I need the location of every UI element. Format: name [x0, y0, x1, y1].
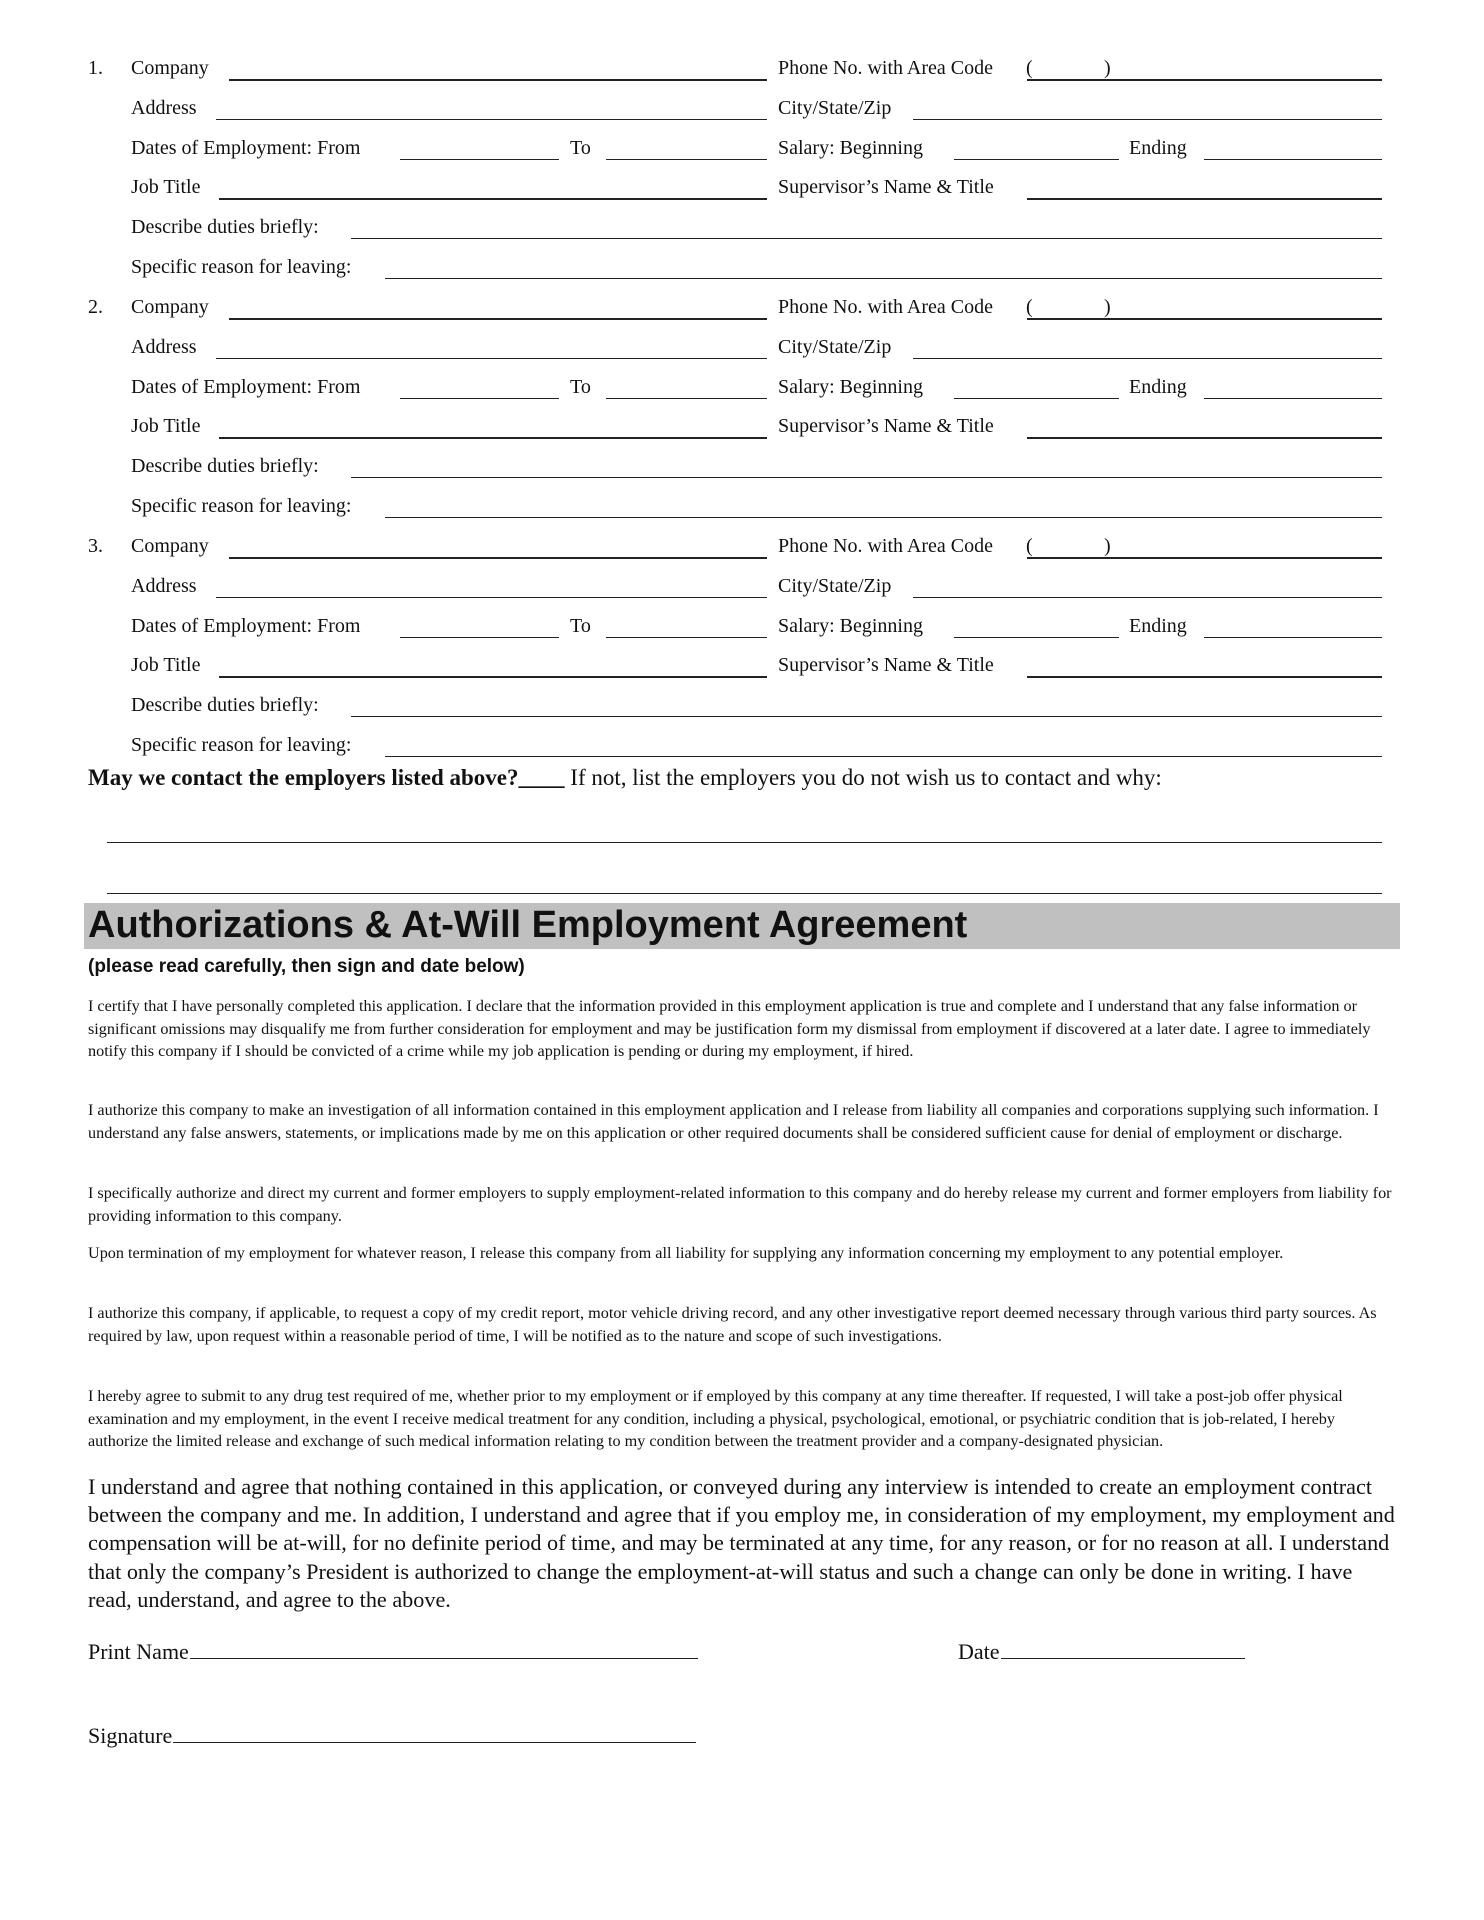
employer-2-duties-input[interactable]: [351, 477, 1382, 478]
employer-3-city-state-zip-input[interactable]: [913, 597, 1382, 598]
print-name-label: Print Name: [88, 1639, 189, 1664]
reason-label: Specific reason for leaving:: [131, 256, 352, 278]
salary-beginning-label: Salary: Beginning: [778, 375, 923, 398]
employer-3-row-3: [0, 613, 1484, 639]
address-label: Address: [131, 335, 197, 358]
employer-3-date-to-input[interactable]: [606, 637, 767, 638]
employer-1-row-4: [0, 174, 1484, 200]
employer-1-salary-beginning-input[interactable]: [954, 159, 1119, 160]
employer-1-number: 1.: [88, 57, 103, 79]
employer-2-address-input[interactable]: [216, 358, 767, 359]
employer-2-salary-ending-input[interactable]: [1204, 398, 1382, 399]
employer-3-company-input[interactable]: [229, 557, 767, 559]
salary-beginning-label: Salary: Beginning: [778, 614, 923, 637]
employer-3-supervisor-input[interactable]: [1027, 676, 1382, 678]
phone-label: Phone No. with Area Code: [778, 296, 993, 318]
authorization-paragraph-5: I authorize this company, if applicable, to request a copy of my credit report, motor vehicle driving record, and any other investigative report deemed necessary through various third party sources. As required by law, upon request within a reasonable period of time, I will be notified as to the nature and scope of such investigations.: [88, 1304, 1377, 1345]
dates-from-label: Dates of Employment: From: [131, 136, 361, 159]
dates-from-label: Dates of Employment: From: [131, 614, 361, 637]
employer-3-salary-beginning-input[interactable]: [954, 637, 1119, 638]
employer-2-city-state-zip-input[interactable]: [913, 358, 1382, 359]
city-state-zip-label: City/State/Zip: [778, 96, 892, 119]
employer-2-row-3: [0, 374, 1484, 400]
dates-from-label: Dates of Employment: From: [131, 375, 361, 398]
date-label: Date: [958, 1639, 1000, 1664]
dates-to-label: To: [570, 375, 591, 398]
employer-2-row-4: [0, 413, 1484, 439]
employer-1-row-1: [0, 55, 1484, 81]
print-name-line[interactable]: [190, 1640, 698, 1659]
duties-label: Describe duties briefly:: [131, 455, 319, 478]
employer-2-reason-input[interactable]: [385, 517, 1382, 518]
employer-1-job-title-input[interactable]: [219, 198, 767, 200]
employer-1-date-from-input[interactable]: [400, 159, 559, 160]
address-label: Address: [131, 96, 197, 119]
duties-label: Describe duties briefly:: [131, 216, 319, 239]
employer-2-row-2: [0, 334, 1484, 360]
phone-label: Phone No. with Area Code: [778, 535, 993, 557]
employer-3-row-5: [0, 692, 1484, 718]
phone-paren-open: (: [1026, 535, 1033, 557]
employer-3-date-from-input[interactable]: [400, 637, 559, 638]
city-state-zip-label: City/State/Zip: [778, 574, 892, 597]
section-subtitle: (please read carefully, then sign and date below): [88, 956, 525, 977]
at-will-agreement: I understand and agree that nothing contained in this application, or conveyed during any interview is intended to create an employment contract between the company and me. In addition, I understand and agree that if you employ me, in consideration of my employment, my employment and compensation will be at-will, for no definite period of time, and may be terminated at any time, for any reason, or for no reason at all. I understand that only the company’s President is authorized to change the employment-at-will status and such a change can only be done in writing. I have read, understand, and agree to the above.: [88, 1474, 1395, 1612]
print-name-field[interactable]: [88, 1638, 698, 1666]
employer-2-salary-beginning-input[interactable]: [954, 398, 1119, 399]
contact-question: [88, 764, 1162, 792]
employer-2-phone-input[interactable]: [1027, 318, 1382, 320]
authorization-paragraph-4: Upon termination of my employment for whatever reason, I release this company from all liability for supplying any information concerning my employment to any potential employer.: [88, 1244, 1284, 1262]
date-field[interactable]: [958, 1638, 1245, 1666]
employer-1-row-2: [0, 95, 1484, 121]
contact-question-rest: If not, list the employers you do not wish us to contact and why:: [564, 765, 1162, 790]
employer-1-row-3: [0, 135, 1484, 161]
employer-1-row-5: [0, 214, 1484, 240]
employer-1-reason-input[interactable]: [385, 278, 1382, 279]
reason-label: Specific reason for leaving:: [131, 734, 352, 756]
phone-paren-open: (: [1026, 57, 1033, 79]
employer-3-number: 3.: [88, 535, 103, 557]
employer-1-salary-ending-input[interactable]: [1204, 159, 1382, 160]
employer-3-reason-input[interactable]: [385, 756, 1382, 757]
employer-1-address-input[interactable]: [216, 119, 767, 120]
supervisor-label: Supervisor’s Name & Title: [778, 654, 994, 677]
employer-2-row-5: [0, 453, 1484, 479]
address-label: Address: [131, 574, 197, 597]
employer-3-phone-input[interactable]: [1027, 557, 1382, 559]
employer-1-row-6: [0, 254, 1484, 280]
employer-1-company-input[interactable]: [229, 79, 767, 81]
job-title-label: Job Title: [131, 654, 201, 677]
supervisor-label: Supervisor’s Name & Title: [778, 415, 994, 438]
employer-3-row-1: [0, 533, 1484, 559]
authorization-paragraph-1: I certify that I have personally completed this application. I declare that the information provided in this employment application is true and complete and I understand that any false information or significant omissions may disqualify me from further consideration for employment and may be justification form my dismissal from employment if discovered at a later date. I agree to immediately notify this company if I should be convicted of a crime while my job application is pending or during my employment, if hired.: [88, 997, 1371, 1061]
employer-3-row-6: [0, 732, 1484, 758]
employer-2-date-from-input[interactable]: [400, 398, 559, 399]
dates-to-label: To: [570, 614, 591, 637]
salary-ending-label: Ending: [1129, 136, 1187, 159]
salary-beginning-label: Salary: Beginning: [778, 136, 923, 159]
employer-2-job-title-input[interactable]: [219, 437, 767, 439]
employer-3-job-title-input[interactable]: [219, 676, 767, 678]
authorization-paragraph-2: I authorize this company to make an investigation of all information contained in this employment application and I release from liability all companies and corporations supplying such information. I understand any false answers, statements, or implications made by me on this application or other required documents shall be considered sufficient cause for denial of employment or discharge.: [88, 1101, 1379, 1142]
signature-line[interactable]: [173, 1724, 696, 1743]
phone-paren-open: (: [1026, 296, 1033, 318]
employer-1-phone-input[interactable]: [1027, 79, 1382, 81]
employer-1-duties-input[interactable]: [351, 238, 1382, 239]
dates-to-label: To: [570, 136, 591, 159]
salary-ending-label: Ending: [1129, 375, 1187, 398]
supervisor-label: Supervisor’s Name & Title: [778, 176, 994, 199]
company-label: Company: [131, 535, 209, 557]
employer-1-city-state-zip-input[interactable]: [913, 119, 1382, 120]
contact-explanation-line-1[interactable]: [107, 842, 1382, 843]
employer-3-address-input[interactable]: [216, 597, 767, 598]
authorization-paragraph-3: I specifically authorize and direct my current and former employers to supply employment-related information to this company and do hereby release my current and former employers from liability for providing information to this company.: [88, 1184, 1392, 1225]
company-label: Company: [131, 296, 209, 318]
employer-3-row-2: [0, 573, 1484, 599]
job-title-label: Job Title: [131, 176, 201, 199]
job-title-label: Job Title: [131, 415, 201, 438]
duties-label: Describe duties briefly:: [131, 694, 319, 717]
employer-3-row-4: [0, 652, 1484, 678]
employer-1-date-to-input[interactable]: [606, 159, 767, 160]
company-label: Company: [131, 57, 209, 79]
employer-2-number: 2.: [88, 296, 103, 318]
signature-field[interactable]: [88, 1722, 696, 1750]
employer-2-row-1: [0, 294, 1484, 320]
authorization-paragraph-6: I hereby agree to submit to any drug test required of me, whether prior to my employment or if employed by this company at any time thereafter. If requested, I will take a post-job offer physical examination and my employment, in the event I receive medical treatment for any condition, including a physical, psychological, emotional, or psychiatric condition that is job-related, I hereby authorize the limited release and exchange of such medical information relating to my condition between the treatment provider and a company-designated physician.: [88, 1387, 1343, 1451]
salary-ending-label: Ending: [1129, 614, 1187, 637]
employer-3-salary-ending-input[interactable]: [1204, 637, 1382, 638]
employer-3-duties-input[interactable]: [351, 716, 1382, 717]
employer-2-row-6: [0, 493, 1484, 519]
phone-paren-close: ): [1104, 296, 1111, 318]
contact-explanation-line-2[interactable]: [107, 893, 1382, 894]
phone-paren-close: ): [1104, 535, 1111, 557]
date-line[interactable]: [1001, 1640, 1245, 1659]
contact-question-bold: May we contact the employers listed above?____: [88, 765, 565, 790]
phone-label: Phone No. with Area Code: [778, 57, 993, 79]
employer-2-date-to-input[interactable]: [606, 398, 767, 399]
reason-label: Specific reason for leaving:: [131, 495, 352, 517]
signature-label: Signature: [88, 1723, 173, 1748]
city-state-zip-label: City/State/Zip: [778, 335, 892, 358]
phone-paren-close: ): [1104, 57, 1111, 79]
employer-2-company-input[interactable]: [229, 318, 767, 320]
section-title: Authorizations & At-Will Employment Agreement: [88, 904, 968, 946]
employer-1-supervisor-input[interactable]: [1027, 198, 1382, 200]
employer-2-supervisor-input[interactable]: [1027, 437, 1382, 439]
